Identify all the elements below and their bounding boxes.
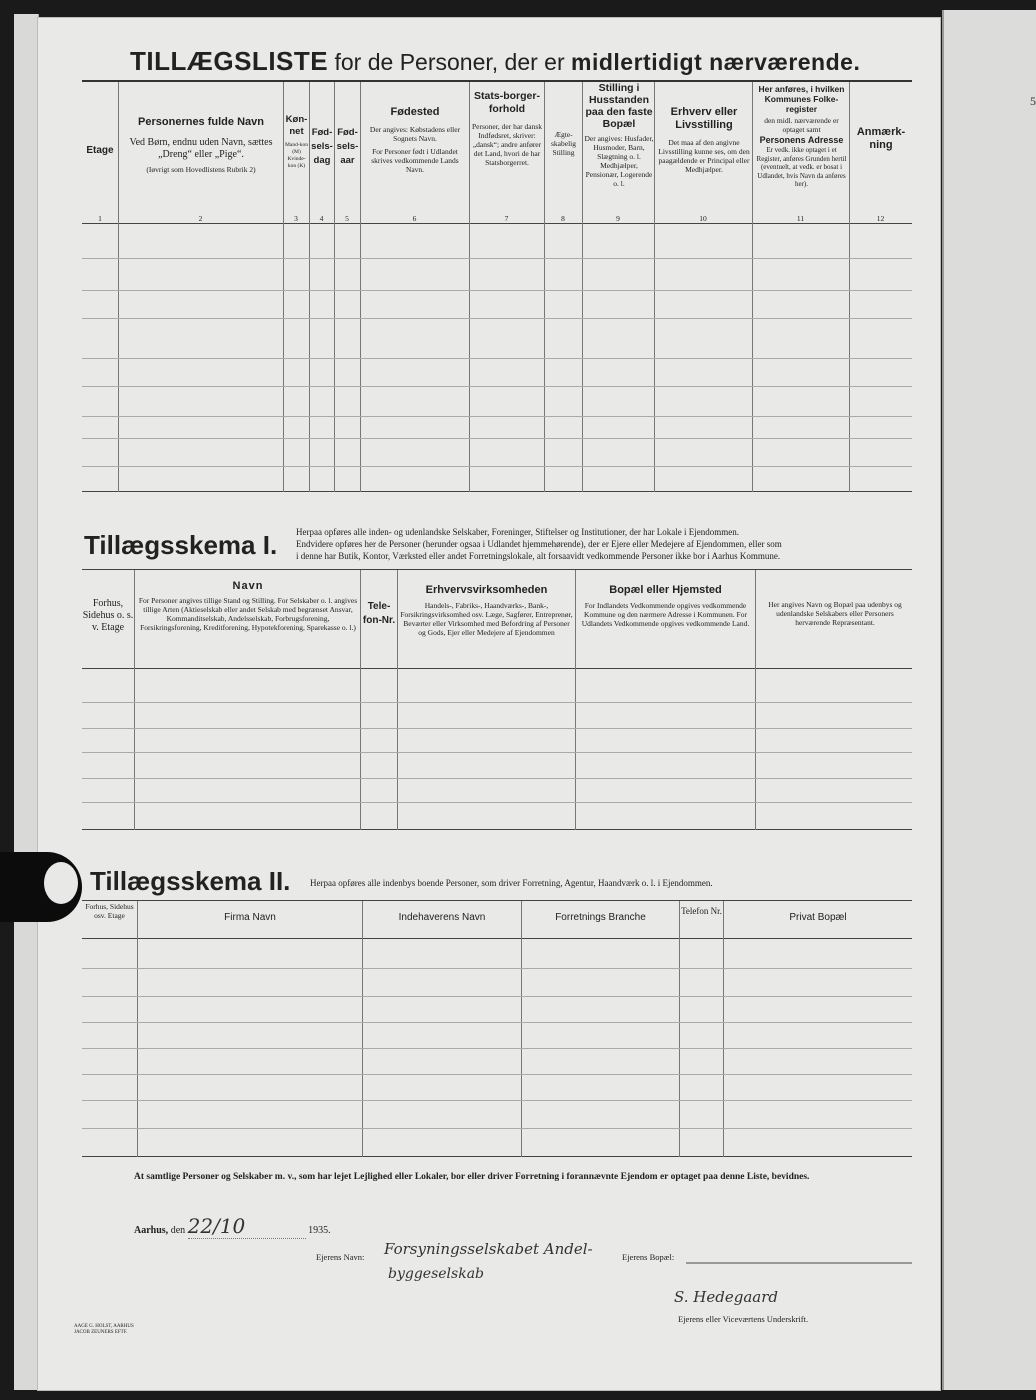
s2-col-firma: Firma Navn [224,912,276,923]
col-num: 9 [616,214,620,223]
col-num: 1 [98,214,102,223]
s2-col-telefon: Telefon Nr. [681,906,722,916]
col-marital: Ægte-skabelig Stilling [551,130,576,157]
date-handwritten: 22/10 [188,1214,306,1239]
census-form-page [38,18,940,1390]
col-citizenship: Stats-borger-forhold Personer, der har dansk Indfødsret, skriver: „dansk“; andre anfører det Land, hvori de har Statsborgerret. [471,90,543,167]
col-num: 10 [699,214,707,223]
s2-col-branche: Forretnings Branche [555,912,646,923]
s2-col-indehaver: Indehaverens Navn [398,912,486,923]
col-num: 7 [504,214,509,223]
col-num: 2 [198,214,203,223]
owner-address-label: Ejerens Bopæl: [622,1252,675,1262]
declaration: At samtlige Personer og Selskaber m. v., som har lejet Lejlighed eller Lokaler, bor eller driver Forretning i forannævnte Ejendom er optaget paa denne Liste, bevidnes. [134,1172,810,1182]
owner-name-handwritten: byggeselskab [388,1266,485,1282]
thumb [0,852,82,922]
signature-label: Ejerens eller Viceværtens Underskrift. [678,1314,809,1324]
col-etage: Etage [86,145,114,156]
right-facing-page: 5 [942,10,1036,1390]
col-num: 4 [319,214,324,223]
s2-col-etage: Forhus, Sidehus osv. Etage [85,902,134,920]
left-page-edge [14,14,39,1390]
skema2-title: Tillægsskema II. [90,866,291,896]
owner-name-handwritten: Forsyningsselskabet Andel- [384,1240,593,1258]
col-birthday: Fød-sels-dag [311,127,333,166]
col-num: 12 [876,214,885,223]
col-num: 8 [561,214,565,223]
col-household: Stilling i Husstanden paa den faste Bopæl Der angives: Husfader, Husmoder, Barn, Slægtning o. l. Medhjælper, Pensionær, Logerende o. l. [584,82,654,188]
date-line: Aarhus, den 22/10 1935. [134,1214,331,1238]
col-sex: Køn-net Mand-kon (M) Kvinde-kon (K) [285,114,308,169]
s1-col-bopael: Bopæl eller Hjemsted For Indlandets Vedkommende opgives vedkommende Kommune og den nærmere Adresse i Kommunen. For Udlandets Vedkommende opgives vedkommende Land. [581,584,750,628]
owner-name-label: Ejerens Navn: [316,1252,365,1262]
col-remarks: Anmærk-ning [856,126,906,151]
col-birthyear: Fød-sels-aar [336,127,359,166]
s2-col-bopael: Privat Bopæl [789,912,847,923]
main-list-title: TILLÆGSLISTE for de Personer, der er midlertidigt nærværende. [130,46,861,76]
col-register: Her anføres, i hvilken Kommunes Folke-register den midl. nærværende er optaget samt Personens Adresse Er vedk. ikke optaget i et Register, anføres Grunden hertil (eventuelt, at vedk. er bosat i Udlandet, hvis Navn da anføres her). [756,84,847,188]
skema1-intro: Herpaa opføres alle inden- og udenlandske Selskaber, Foreninger, Stiftelser og Institutioner, der har Lokale i Ejendommen. Endvidere opføres her de Personer (herunder ogsaa i Udlandet hjemmehørende), der er Ejere eller Medejere af Ejendommen, eller som i denne har Butik, Kontor, Værksted eller andet Forretningslokale, alt forsaavidt vedkommende Personer ikke bor i Aarhus Kommune. [296,527,782,561]
col-num: 3 [294,214,298,223]
col-birthplace: Fødested Der angives: Købstadens eller Sognets Navn. For Personer født i Udlandet skrives vedkommende Lands Navn. [369,106,461,174]
col-num: 11 [796,214,805,223]
s1-col-navn: Navn For Personer angives tillige Stand og Stilling. For Selskaber o. l. angives tillige Arten (Aktieselskab eller andet Selskab med begrænset Ansvar, Kommanditselskab, Andelsselskab, Forbrugsforening, Forsikringsforening, Kreditforening, Hypotekforening, Sparekasse o. l.) [138,580,358,632]
s1-col-etage: Forhus, Sidehus o. s. v. Etage [82,598,134,633]
col-num: 5 [345,214,349,223]
col-num: 6 [412,214,417,223]
col-name: Personernes fulde Navn Ved Børn, endnu uden Navn, sættes „Dreng“ eller „Pige“. (Iøvrigt som Hovedlistens Rubrik 2) [129,116,273,174]
signature-handwritten: S. Hedegaard [674,1288,778,1306]
s1-col-repr: Her angives Navn og Bopæl paa udenbys og udenlandske Selskabers eller Personers herværende Repræsentant. [768,600,902,627]
printer-imprint: AAGE G. HOLST, AARHUS JACOB ZEUNERS EFTF. [74,1324,134,1335]
s1-col-telefon: Tele-fon-Nr. [362,601,396,626]
skema1-title: Tillægsskema I. [84,530,278,560]
skema2-intro: Herpaa opføres alle indenbys boende Personer, som driver Forretning, Agentur, Haandværk o. l. i Ejendommen. [310,878,713,888]
s1-col-erhverv: Erhvervsvirksomheden Handels-, Fabriks-, Haandværks-, Bank-, Forsikringsvirksomhed osv. Læge, Sagfører, Entreprenør, Beværter eller Virksomhed med Befordring af Personer og Gods, Ejer eller Medejere af Ejendommen [400,584,573,637]
col-occupation: Erhverv eller Livsstilling Det maa af den angivne Livsstilling kunne ses, om den paagældende er Principal eller Medhjælper. [658,106,750,174]
